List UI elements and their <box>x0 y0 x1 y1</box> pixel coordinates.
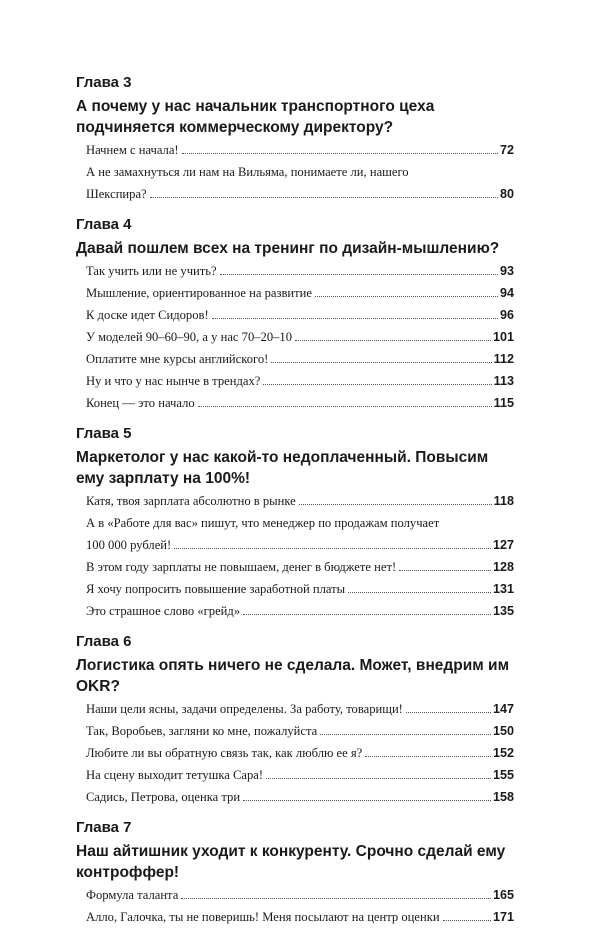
dot-leader <box>263 384 491 385</box>
entry-title: В этом году зарплаты не повышаем, денег в бюджете нет! <box>86 560 397 574</box>
chapter-label: Глава 5 <box>76 425 132 442</box>
dot-leader <box>181 898 491 899</box>
toc-entry <box>86 742 514 764</box>
toc-entry <box>86 884 514 906</box>
entry-title: Любите ли вы обратную связь так, как люблю ее я? <box>86 746 363 760</box>
chapter-section <box>76 633 514 808</box>
page-number: 94 <box>499 286 514 300</box>
toc-entry <box>86 578 514 600</box>
toc-entry <box>86 161 514 205</box>
toc-entry <box>86 906 514 928</box>
toc-entry <box>86 326 514 348</box>
page-number: 101 <box>492 330 514 344</box>
entry-title: На сцену выходит тетушка Сара! <box>86 768 264 782</box>
entry-title: Наши цели ясны, задачи определены. За работу, товарищи! <box>86 702 403 716</box>
chapter-title: А почему у нас начальник транспортного цеха подчиняется коммерческому директору? <box>76 98 435 136</box>
chapter-section <box>76 216 514 414</box>
page-number: 165 <box>492 888 514 902</box>
page-number: 112 <box>493 352 514 366</box>
chapter-label: Глава 3 <box>76 74 132 91</box>
page-number: 158 <box>492 790 514 804</box>
toc-entry <box>86 392 514 414</box>
page-number: 155 <box>492 768 514 782</box>
toc-entry <box>86 370 514 392</box>
entry-title-line2: 100 000 рублей! <box>86 538 172 552</box>
page-number: 147 <box>492 702 514 716</box>
page-number: 128 <box>492 560 514 574</box>
entry-title: Конец — это начало <box>86 396 195 410</box>
chapter-label: Глава 6 <box>76 633 132 650</box>
entry-title-continued <box>86 183 514 205</box>
toc-entry <box>86 698 514 720</box>
page-number: 113 <box>493 374 514 388</box>
entry-title: Алло, Галочка, ты не поверишь! Меня посылают на центр оценки <box>86 910 440 924</box>
dot-leader <box>266 778 491 779</box>
page-number: 152 <box>492 746 514 760</box>
chapter-entries <box>76 490 514 622</box>
dot-leader <box>243 800 491 801</box>
chapter-entries <box>76 139 514 205</box>
dot-leader <box>348 592 491 593</box>
entry-title: Так учить или не учить? <box>86 264 217 278</box>
chapter-entries <box>76 884 514 928</box>
entry-title: Оплатите мне курсы английского! <box>86 352 269 366</box>
toc-entry <box>86 139 514 161</box>
entry-title: А в «Работе для вас» пишут, что менеджер по продажам получает <box>86 516 440 530</box>
dot-leader <box>271 362 491 363</box>
chapter-entries <box>76 698 514 808</box>
page-number: 80 <box>499 187 514 201</box>
toc-entry <box>86 556 514 578</box>
chapter-title: Маркетолог у нас какой-то недоплаченный. Повысим ему зарплату на 100%! <box>76 449 489 487</box>
chapter-entries <box>76 260 514 414</box>
chapter-label: Глава 7 <box>76 819 132 836</box>
toc-entry <box>86 764 514 786</box>
dot-leader <box>150 197 498 198</box>
toc-entry <box>86 282 514 304</box>
toc-entry <box>86 512 514 556</box>
page-number: 72 <box>499 143 514 157</box>
chapter-title: Наш айтишник уходит к конкуренту. Срочно сделай ему контроффер! <box>76 843 506 881</box>
chapter-label: Глава 4 <box>76 216 132 233</box>
entry-title: Это страшное слово «грейд» <box>86 604 241 618</box>
toc-entry <box>86 600 514 622</box>
dot-leader <box>320 734 491 735</box>
entry-title: Ну и что у нас нынче в трендах? <box>86 374 261 388</box>
chapter-section <box>76 74 514 205</box>
dot-leader <box>243 614 491 615</box>
dot-leader <box>174 548 491 549</box>
dot-leader <box>198 406 492 407</box>
dot-leader <box>295 340 491 341</box>
entry-title: У моделей 90–60–90, а у нас 70–20–10 <box>86 330 293 344</box>
entry-title: Мышление, ориентированное на развитие <box>86 286 312 300</box>
toc-entry <box>86 490 514 512</box>
chapter-section <box>76 819 514 928</box>
chapter-title: Давай пошлем всех на тренинг по дизайн-мышлению? <box>76 240 500 257</box>
page-number: 93 <box>499 264 514 278</box>
dot-leader <box>399 570 491 571</box>
entry-title: Я хочу попросить повышение заработной платы <box>86 582 346 596</box>
dot-leader <box>406 712 491 713</box>
entry-title: Катя, твоя зарплата абсолютно в рынке <box>86 494 296 508</box>
page-number: 135 <box>492 604 514 618</box>
page-number: 115 <box>493 396 514 410</box>
page-number: 118 <box>493 494 514 508</box>
page-number: 127 <box>492 538 514 552</box>
dot-leader <box>315 296 498 297</box>
entry-title-continued <box>86 534 514 556</box>
page-number: 96 <box>499 308 514 322</box>
dot-leader <box>182 153 498 154</box>
page-number: 150 <box>492 724 514 738</box>
page-number: 171 <box>492 910 514 924</box>
chapter-section <box>76 425 514 622</box>
entry-title: Начнем с начала! <box>86 143 179 157</box>
table-of-contents <box>76 74 514 939</box>
toc-entry <box>86 304 514 326</box>
page-number: 131 <box>492 582 514 596</box>
dot-leader <box>299 504 492 505</box>
dot-leader <box>443 920 491 921</box>
toc-entry <box>86 786 514 808</box>
entry-title-line2: Шекспира? <box>86 187 147 201</box>
dot-leader <box>220 274 498 275</box>
dot-leader <box>212 318 498 319</box>
entry-title: К доске идет Сидоров! <box>86 308 209 322</box>
entry-title: Садись, Петрова, оценка три <box>86 790 241 804</box>
dot-leader <box>365 756 491 757</box>
toc-entry <box>86 720 514 742</box>
entry-title: Формула таланта <box>86 888 179 902</box>
toc-entry <box>86 348 514 370</box>
toc-entry <box>86 260 514 282</box>
chapter-title: Логистика опять ничего не сделала. Может, внедрим им OKR? <box>76 657 510 695</box>
entry-title: Так, Воробьев, загляни ко мне, пожалуйста <box>86 724 318 738</box>
entry-title: А не замахнуться ли нам на Вильяма, понимаете ли, нашего <box>86 165 409 179</box>
